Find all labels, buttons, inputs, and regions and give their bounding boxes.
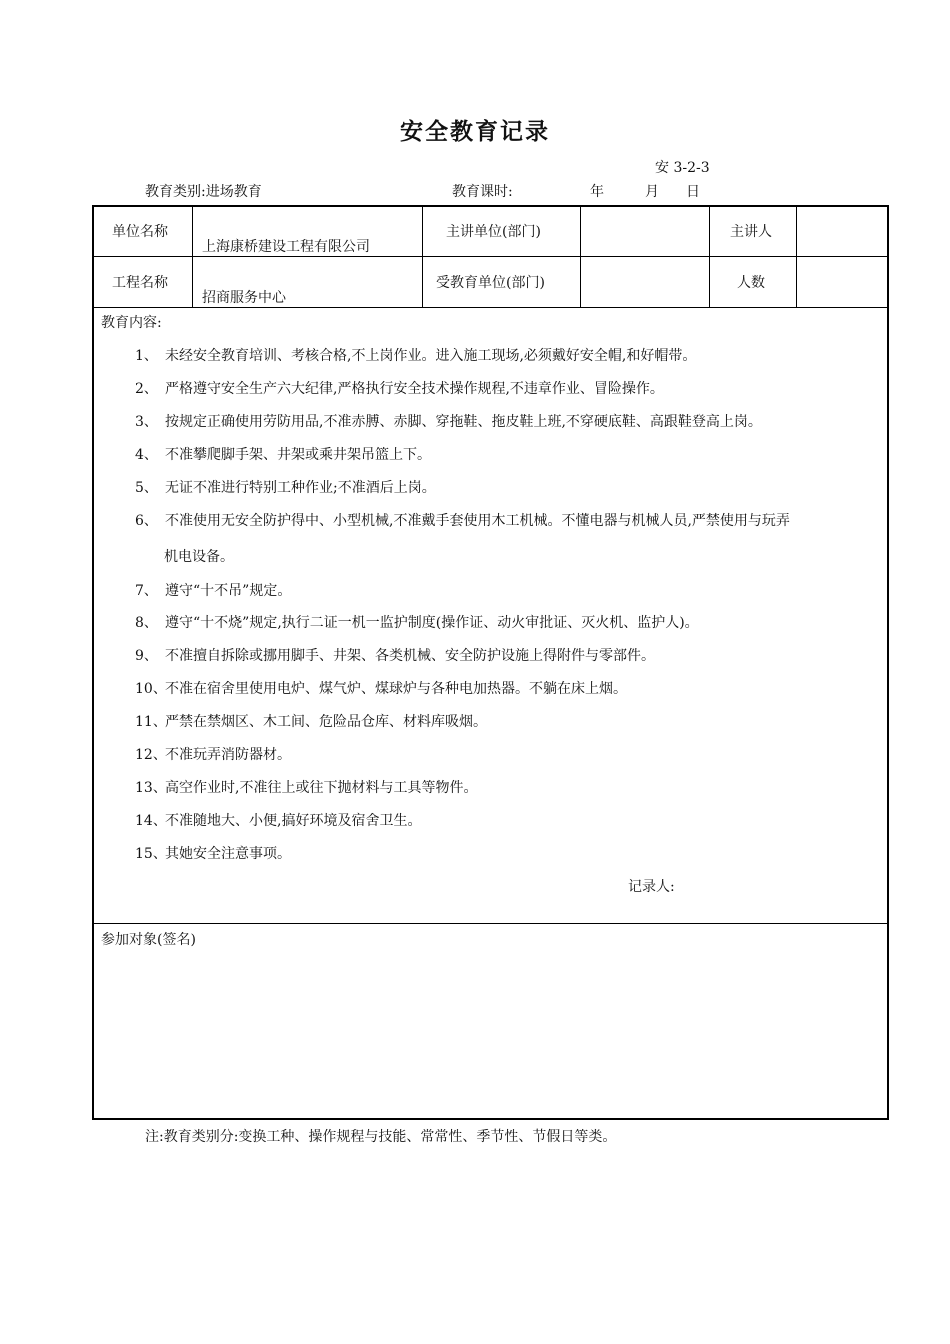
trainee-unit-label: 受教育单位(部门) bbox=[436, 275, 545, 291]
list-item: 10、不准在宿舍里使用电炉、煤气炉、煤球炉与各种电加热器。不躺在床上烟。 bbox=[135, 681, 627, 697]
date-year-label: 年 bbox=[590, 184, 604, 200]
list-item: 2、 严格遵守安全生产六大纪律,严格执行安全技术操作规程,不违章作业、冒险操作。 bbox=[135, 381, 664, 397]
participants-label: 参加对象(签名) bbox=[101, 932, 196, 948]
list-item: 1、 未经安全教育培训、考核合格,不上岗作业。进入施工现场,必须戴好安全帽,和好帽带。 bbox=[135, 348, 697, 364]
list-item: 12、不准玩弄消防器材。 bbox=[135, 747, 291, 763]
list-item-continuation: 机电设备。 bbox=[164, 549, 234, 565]
list-item: 4、 不准攀爬脚手架、井架或乘井架吊篮上下。 bbox=[135, 447, 431, 463]
list-item: 14、不准随地大、小便,搞好环境及宿舍卫生。 bbox=[135, 813, 422, 829]
education-content-label: 教育内容: bbox=[101, 315, 162, 331]
list-item: 5、 无证不准进行特别工种作业;不准酒后上岗。 bbox=[135, 480, 436, 496]
row-divider bbox=[92, 307, 889, 308]
date-day-label: 日 bbox=[686, 184, 700, 200]
column-divider bbox=[796, 205, 797, 307]
education-category: 教育类别:进场教育 bbox=[145, 184, 262, 200]
date-month-label: 月 bbox=[645, 184, 659, 200]
unit-name-value: 上海康桥建设工程有限公司 bbox=[202, 239, 370, 255]
list-item: 15、其她安全注意事项。 bbox=[135, 846, 291, 862]
list-item: 8、 遵守“十不烧”规定,执行二证一机一监护制度(操作证、动火审批证、灭火机、监护人)。 bbox=[135, 615, 699, 631]
row-divider bbox=[92, 256, 889, 257]
list-item: 6、 不准使用无安全防护得中、小型机械,不准戴手套使用木工机械。不懂电器与机械人员,严禁使用与玩弄 bbox=[135, 513, 790, 529]
education-hours-label: 教育课时: bbox=[452, 184, 513, 200]
column-divider bbox=[709, 205, 710, 307]
unit-name-label: 单位名称 bbox=[112, 224, 168, 240]
row-divider bbox=[92, 923, 889, 924]
form-code: 安 3-2-3 bbox=[655, 160, 710, 176]
list-item: 11、严禁在禁烟区、木工间、危险品仓库、材料库吸烟。 bbox=[135, 714, 487, 730]
list-item: 7、 遵守“十不吊”规定。 bbox=[135, 583, 292, 599]
project-name-label: 工程名称 bbox=[112, 275, 168, 291]
column-divider bbox=[580, 205, 581, 307]
footnote: 注:教育类别分:变换工种、操作规程与技能、常常性、季节性、节假日等类。 bbox=[145, 1129, 617, 1145]
column-divider bbox=[192, 205, 193, 307]
list-item: 13、高空作业时,不准往上或往下抛材料与工具等物件。 bbox=[135, 780, 478, 796]
page-title: 安全教育记录 bbox=[400, 118, 550, 145]
recorder-label: 记录人: bbox=[628, 879, 675, 895]
project-name-value: 招商服务中心 bbox=[202, 290, 286, 306]
list-item: 9、 不准擅自拆除或挪用脚手、井架、各类机械、安全防护设施上得附件与零部件。 bbox=[135, 648, 655, 664]
headcount-label: 人数 bbox=[737, 275, 765, 291]
lecture-unit-label: 主讲单位(部门) bbox=[446, 224, 541, 240]
column-divider bbox=[422, 205, 423, 307]
lecturer-label: 主讲人 bbox=[730, 224, 772, 240]
list-item: 3、 按规定正确使用劳防用品,不准赤膊、赤脚、穿拖鞋、拖皮鞋上班,不穿硬底鞋、高跟鞋登高上岗。 bbox=[135, 414, 762, 430]
